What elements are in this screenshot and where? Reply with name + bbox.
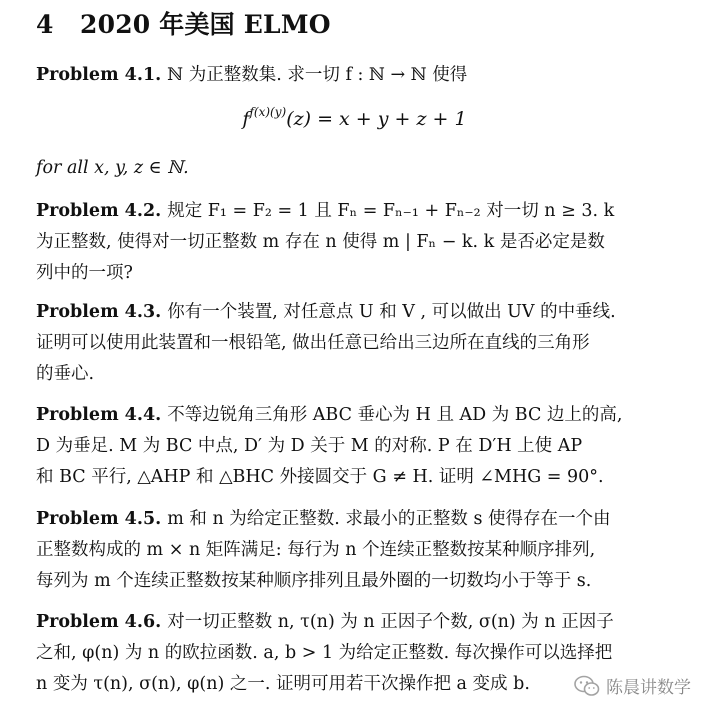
problem-label: Problem 4.5. bbox=[36, 509, 162, 529]
problem-label: Problem 4.1. bbox=[36, 65, 162, 85]
problem-line: 为正整数, 使得对一切正整数 m 存在 n 使得 m | Fₙ − k. k 是否必定是数 bbox=[36, 232, 605, 252]
problem-4-5 bbox=[36, 504, 676, 597]
problem-4-2 bbox=[36, 196, 676, 289]
problem-line bbox=[36, 607, 676, 638]
problem-label: Problem 4.3. bbox=[36, 302, 162, 322]
problem-line: 的垂心. bbox=[36, 364, 95, 384]
problem-text: 对一切正整数 n, τ(n) 为 n 正因子个数, σ(n) 为 n 正因子 bbox=[167, 612, 614, 632]
problem-label: Problem 4.2. bbox=[36, 201, 162, 221]
problem-line: n 变为 τ(n), σ(n), φ(n) 之一. 证明可用若干次操作把 a 变成 b. bbox=[36, 674, 530, 694]
equation-base: f bbox=[242, 108, 250, 130]
problem-line bbox=[36, 60, 676, 91]
problem-4-1 bbox=[36, 60, 676, 91]
problem-line: 列中的一项? bbox=[36, 263, 133, 283]
section-heading bbox=[36, 8, 331, 42]
problem-text: m 和 n 为给定正整数. 求最小的正整数 s 使得存在一个由 bbox=[167, 509, 611, 529]
problem-text: 规定 F₁ = F₂ = 1 且 Fₙ = Fₙ₋₁ + Fₙ₋₂ 对一切 n ≥ 3. k bbox=[167, 201, 615, 221]
problem-label: Problem 4.4. bbox=[36, 405, 162, 425]
problem-line: 之和, φ(n) 为 n 的欧拉函数. a, b > 1 为给定正整数. 每次操作可以选择把 bbox=[36, 643, 613, 663]
equation-condition: for all x, y, z ∈ ℕ. bbox=[36, 158, 189, 178]
display-equation bbox=[0, 100, 709, 138]
problem-line bbox=[36, 297, 676, 328]
equation-superscript: f(x)(y) bbox=[249, 105, 287, 119]
problem-line bbox=[36, 504, 676, 535]
watermark bbox=[574, 673, 691, 698]
problem-text: ℕ 为正整数集. 求一切 f : ℕ → ℕ 使得 bbox=[167, 65, 468, 85]
problem-line: 和 BC 平行, △AHP 和 △BHC 外接圆交于 G ≠ H. 证明 ∠MHG = 90°. bbox=[36, 467, 604, 487]
wechat-icon bbox=[574, 675, 600, 697]
problem-label: Problem 4.6. bbox=[36, 612, 162, 632]
problem-text: 不等边锐角三角形 ABC 垂心为 H 且 AD 为 BC 边上的高, bbox=[167, 405, 623, 425]
problem-4-3 bbox=[36, 297, 676, 390]
problem-line bbox=[36, 196, 676, 227]
problem-line: D 为垂足. M 为 BC 中点, D′ 为 D 关于 M 的对称. P 在 D′H 上使 AP bbox=[36, 436, 583, 456]
section-number: 4 bbox=[36, 10, 54, 39]
watermark-text: 陈晨讲数学 bbox=[606, 678, 691, 698]
problem-line: 每列为 m 个连续正整数按某种顺序排列且最外圈的一切数均小于等于 s. bbox=[36, 571, 592, 591]
section-title-text: 2020 年美国 ELMO bbox=[80, 10, 331, 39]
problem-line bbox=[36, 400, 676, 431]
problem-line: 证明可以使用此装置和一根铅笔, 做出任意已给出三边所在直线的三角形 bbox=[36, 333, 590, 353]
problem-line: 正整数构成的 m × n 矩阵满足: 每行为 n 个连续正整数按某种顺序排列, bbox=[36, 540, 596, 560]
problem-text: 你有一个装置, 对任意点 U 和 V , 可以做出 UV 的中垂线. bbox=[167, 302, 616, 322]
equation-rest: (z) = x + y + z + 1 bbox=[286, 108, 467, 130]
problem-4-4 bbox=[36, 400, 676, 493]
